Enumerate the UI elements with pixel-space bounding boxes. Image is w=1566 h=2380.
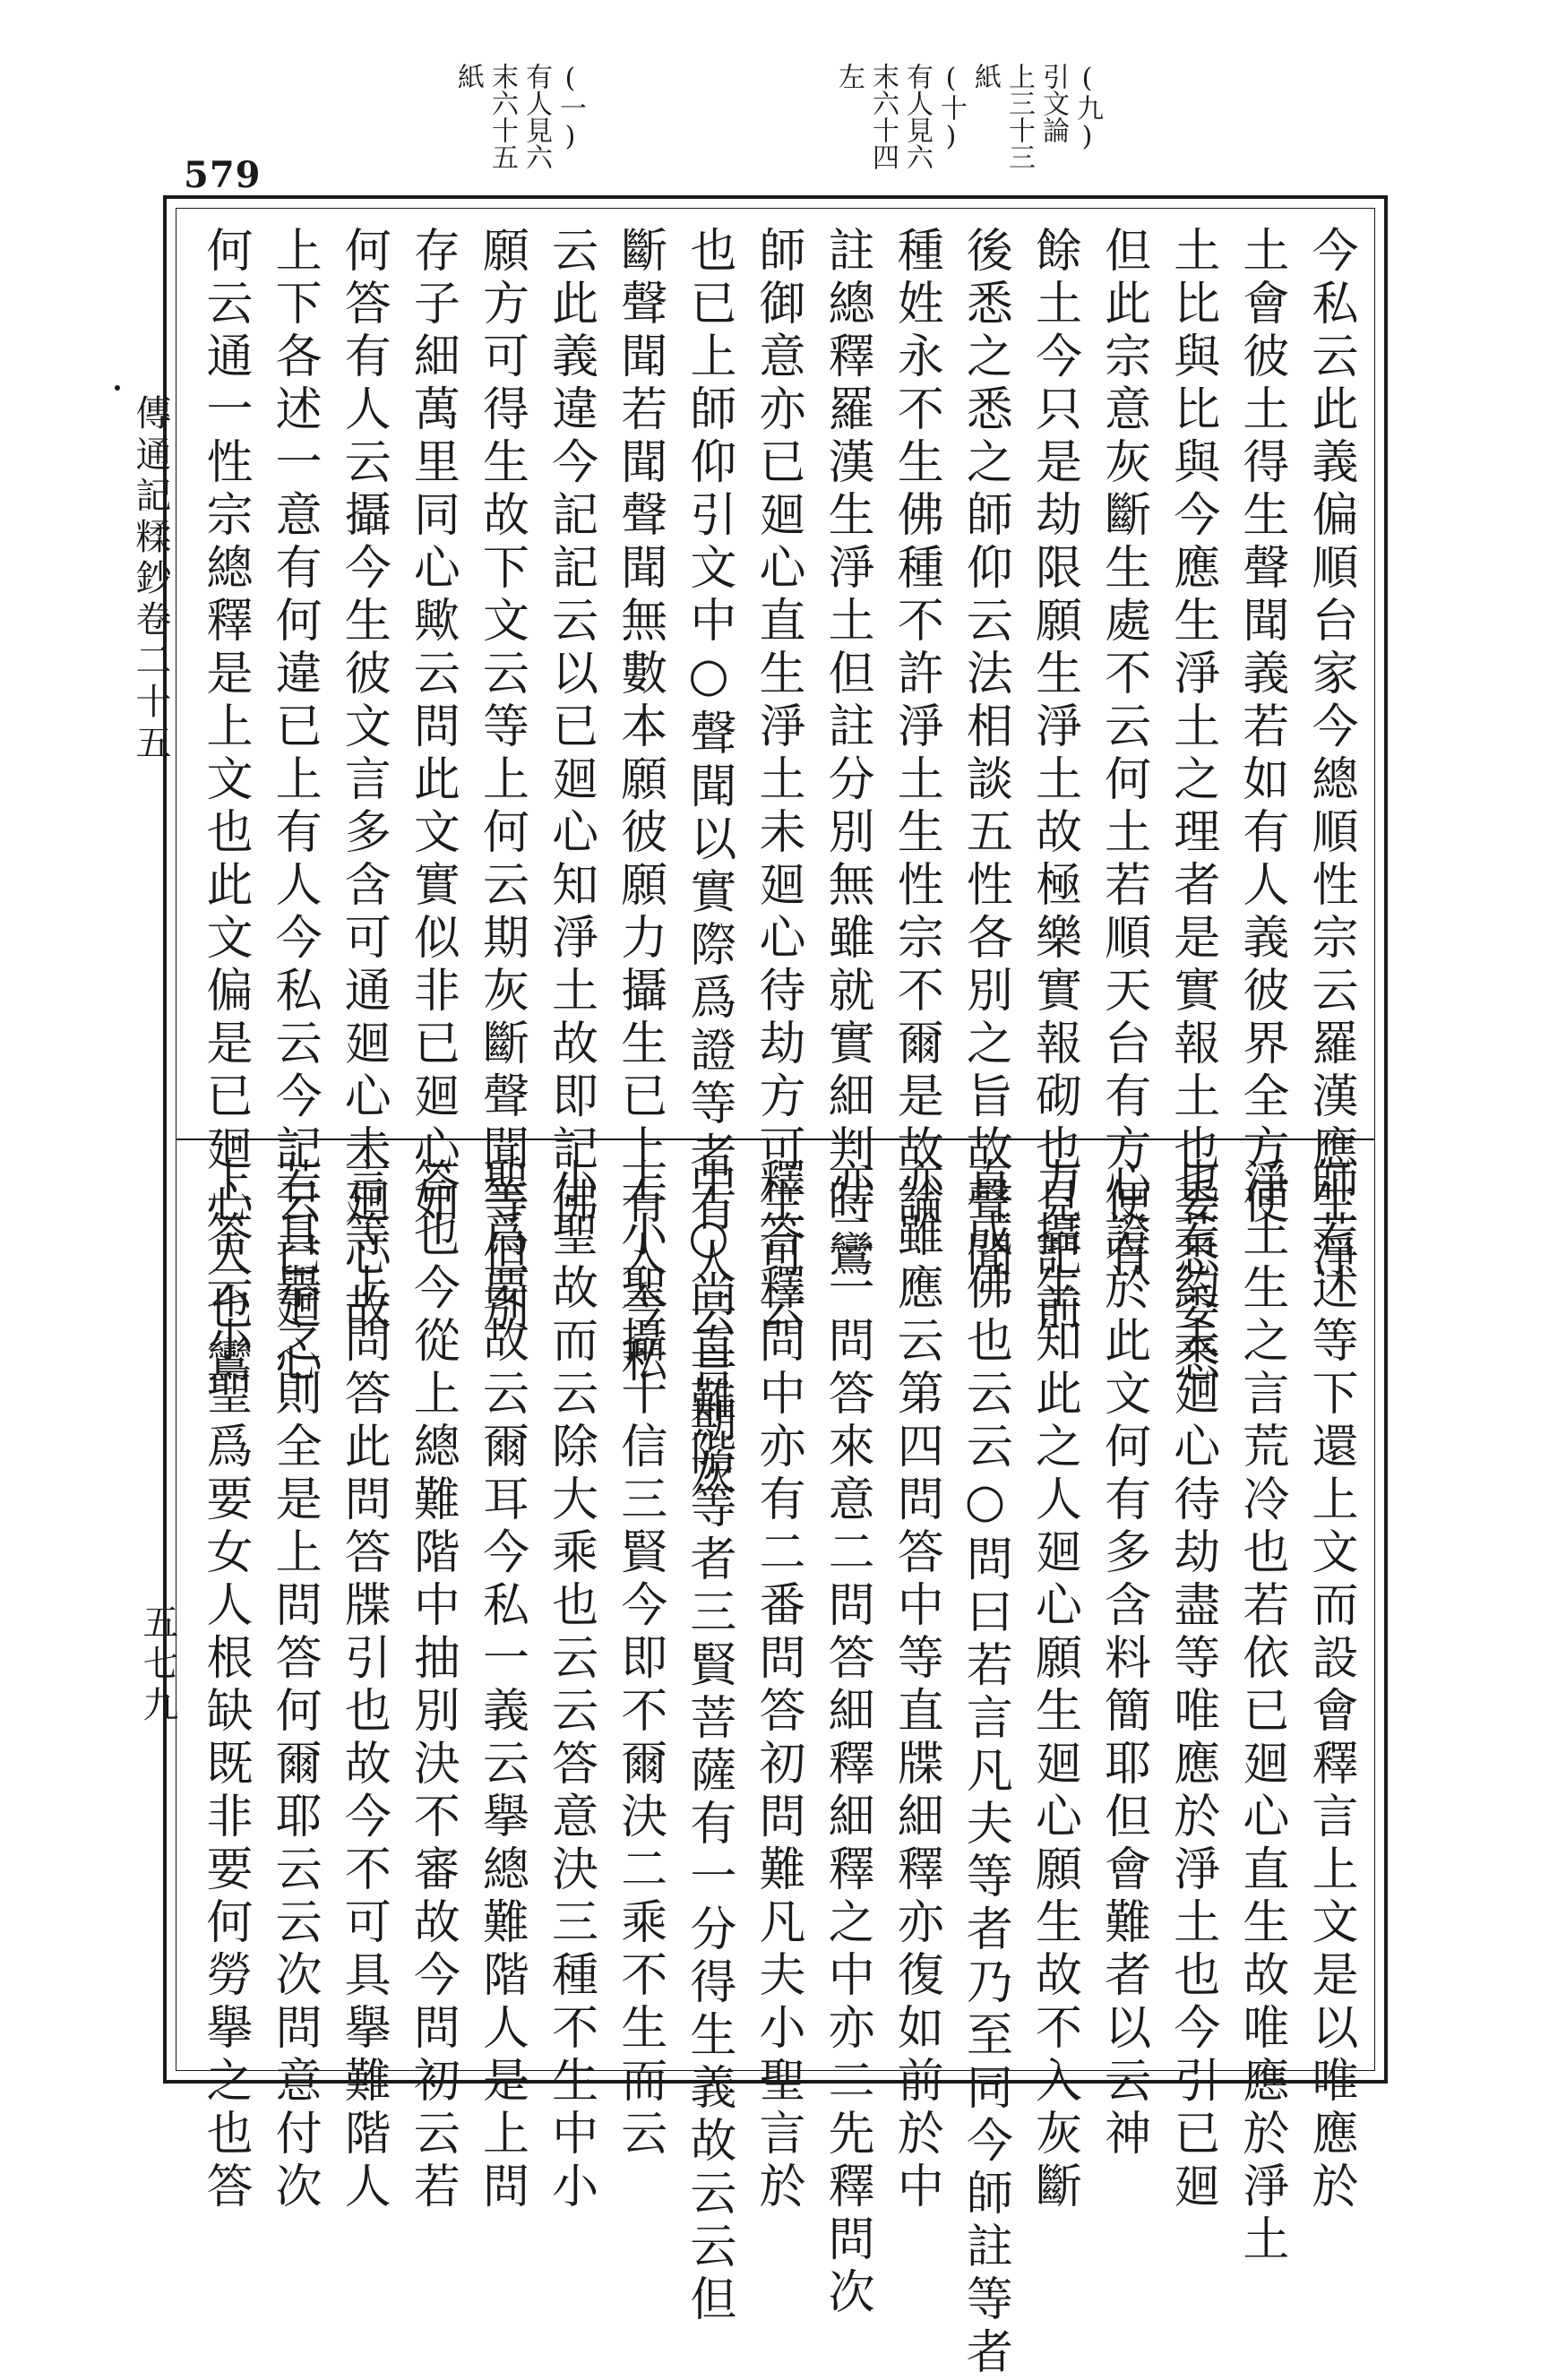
note-line: 引文論	[1037, 63, 1069, 143]
text-column: 中○尚直難階等者三賢菩薩有一分得生義故云云但	[681, 1157, 736, 2327]
lower-text-block	[197, 1157, 1358, 2380]
note-line: 上三十三	[1003, 63, 1035, 170]
text-column: 也已上師仰引文中○聲聞以實際爲證等者有人云言期灰	[681, 226, 736, 1501]
text-column: 師御意亦已廻心直生淨土未廻心待劫方可生可云	[751, 226, 805, 1336]
text-column: 但此宗意灰斷生處不云何土若順天台有方便有	[1096, 226, 1150, 1283]
text-column: 今私云此義偏順台家今總順性宗云羅漢應生淨	[1304, 226, 1357, 1283]
text-column: 願方可得生故下文云等上何云期灰斷聲聞等但別	[474, 226, 529, 1336]
text-column: 師若述等下還上文而設會釋言上文是以唯應於	[1304, 1157, 1357, 2214]
text-column: 心證於此文何有多含料簡耶但會難者以云神	[1096, 1157, 1150, 2161]
text-column: 釋答釋問中亦有二番問答初問難凡夫小聖言於	[751, 1157, 805, 2214]
text-column: 何答有人云攝今生彼文言多含可通廻心未廻心故	[336, 226, 391, 1336]
upper-text-block	[197, 226, 1358, 1501]
text-column: 答也今從上總難階中抽別決不審故今問初云若	[405, 1157, 460, 2214]
text-column: 力攝生知此之人廻心願生廻心願生故不入灰斷	[1027, 1157, 1081, 2214]
text-column: 餘土今只是劫限願生淨土故極樂實報砌也見記前	[1027, 226, 1081, 1336]
text-column: 上小聖攝十信三賢今即不爾決二乘不生而云	[612, 1157, 667, 2161]
text-column: 後悉之悉之師仰云法相談五性各別之旨故聲聞	[958, 226, 1012, 1283]
note-line: 紙	[969, 63, 1001, 90]
note-line: 末六十五	[486, 63, 518, 170]
header-note-right	[833, 63, 1102, 170]
note-line: 左	[833, 63, 865, 90]
note-line: (一)	[555, 63, 586, 152]
page-number: 579	[184, 154, 262, 196]
note-line: 末六十四	[867, 63, 899, 170]
note-line: (十)	[935, 63, 967, 152]
text-column: 淨土生之言荒冷也若依已廻心直生故唯應於淨土	[1234, 1157, 1288, 2267]
note-line: (九)	[1071, 63, 1103, 152]
text-column: 何云通一性宗總釋是上文也此文偏是已廻心人也鸞	[198, 226, 252, 1388]
text-column: 亦雖應云第四問答中等直牒細釋亦復如前於中	[889, 1157, 943, 2214]
text-column: 註總釋羅漢生淨土但註分別無雖就實細判時鸞	[820, 226, 874, 1283]
text-column: 土比與比與今應生淨土之理者是實報土也委悉委悉	[1165, 226, 1219, 1388]
text-column: 存子細萬里同心歟云問此文實似非已廻心如	[405, 226, 460, 1230]
running-title: 傳通記糅鈔卷二十五	[130, 394, 171, 765]
text-column: 聖爲要故云爾耳今私一義云擧總難階人是上問	[474, 1157, 529, 2214]
note-line: 紙	[452, 63, 484, 90]
note-line: 有人見六	[521, 63, 552, 170]
text-column: 上答云小聖爲要女人根缺既非要何勞擧之也答	[198, 1157, 252, 2214]
text-column: 直成佛也云云○問曰若言凡夫等者乃至同今師註等者	[958, 1157, 1012, 2380]
folio-number: 五七九	[137, 1603, 178, 1727]
text-column: 土會彼土得生聲聞義若如有人義彼界全方便	[1234, 226, 1288, 1230]
text-column: 種姓永不生佛種不許淨土生性宗不爾是故論	[889, 226, 943, 1230]
margin-dot	[115, 385, 120, 391]
text-column: 若具擧之則全是上問答何爾耶云云次問意付次	[267, 1157, 322, 2214]
text-column: 云此義違今記記云以已廻心知淨土故即記佛	[543, 226, 598, 1230]
text-column: 上下各述一意有何違已上有人今私云今記云已廻心	[267, 226, 322, 1388]
header-note-left	[452, 63, 585, 170]
text-column: 小聖故而云除大乘也云云答意決三種不生中小	[543, 1157, 598, 2214]
note-line: 有人見六	[901, 63, 933, 170]
text-column: 亦二一問答來意二問答細釋細釋之中亦二先釋問次	[820, 1157, 874, 2320]
text-column: 言等上問答此問答牒引也故今不可具擧難階人	[336, 1157, 391, 2214]
text-column: 也若約未廻心待劫盡等唯應於淨土也今引已廻	[1165, 1157, 1219, 2214]
text-column: 斷聲聞若聞聲聞無數本願彼願力攝生已上有人今私	[612, 226, 667, 1388]
